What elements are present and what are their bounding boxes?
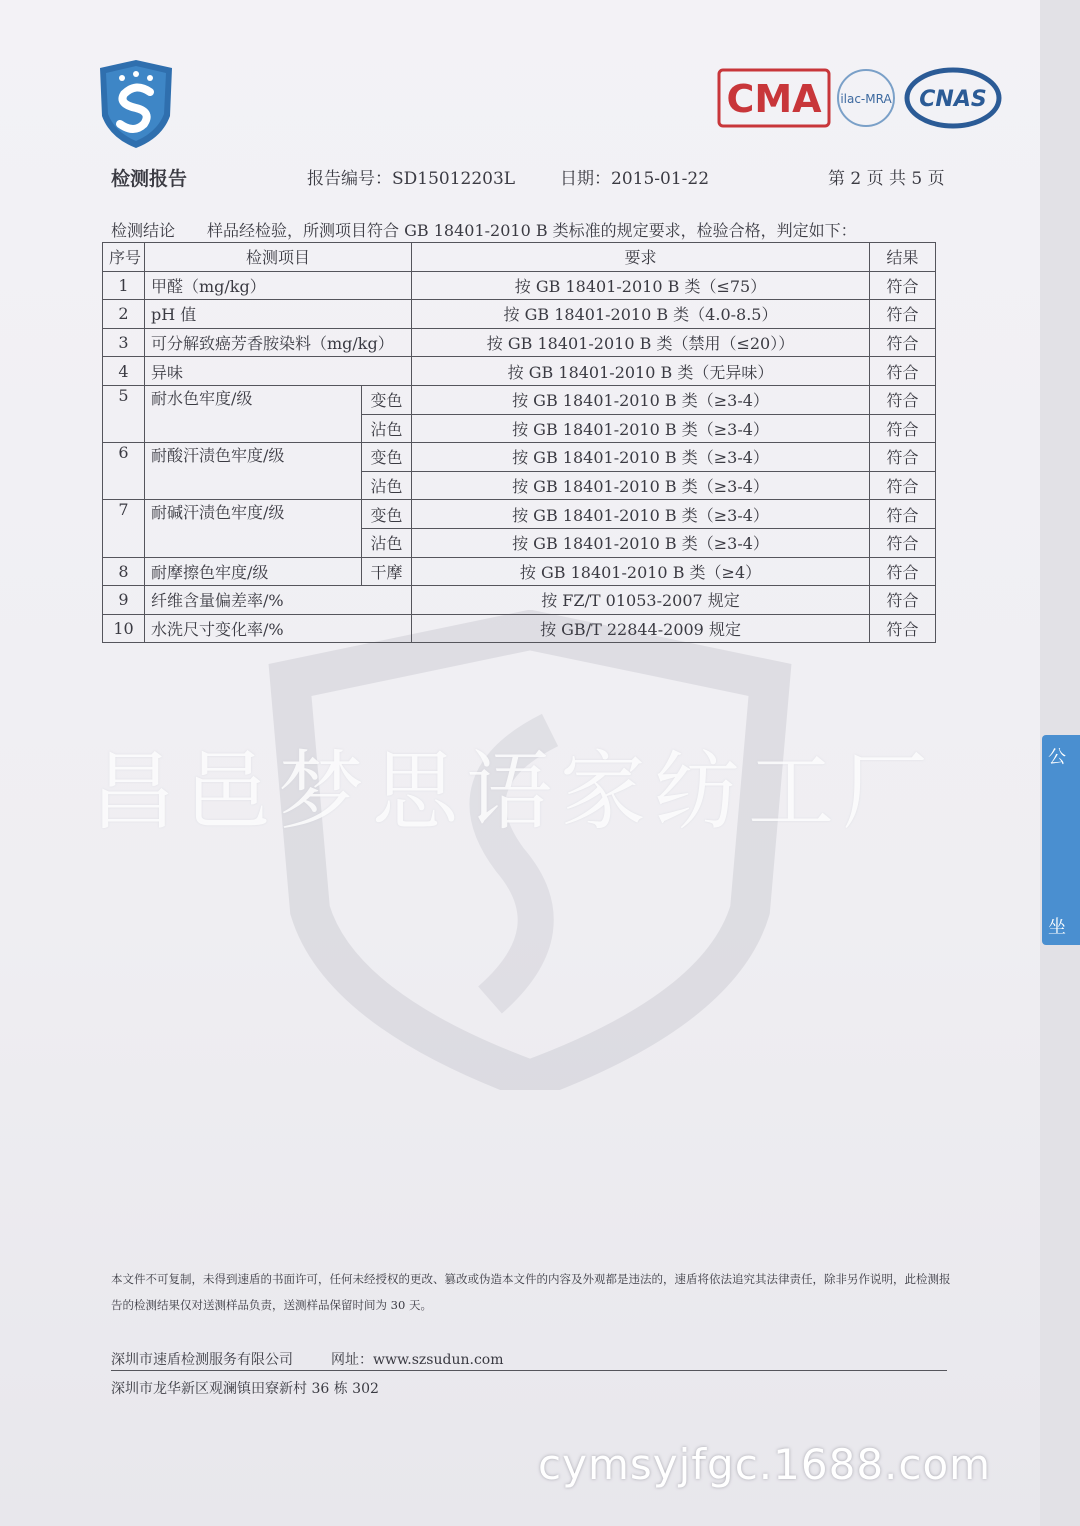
report-date: 日期：2015-01-22 — [560, 169, 710, 189]
table-row — [103, 443, 936, 472]
row-no: 9 — [103, 586, 145, 615]
adjacent-page-logo-strip — [1042, 735, 1080, 945]
cma-logo-icon — [719, 70, 829, 126]
row-requirement: 按 GB 18401-2010 B 类（禁用（≤20）） — [412, 328, 870, 357]
row-no: 5 — [103, 385, 145, 442]
shield-logo-icon — [96, 58, 176, 150]
row-no: 4 — [103, 357, 145, 386]
row-requirement: 按 GB 18401-2010 B 类（≥4） — [412, 557, 870, 586]
row-requirement: 按 GB 18401-2010 B 类（4.0-8.5） — [412, 300, 870, 329]
cma-logo-label: CMA — [726, 77, 822, 121]
row-item: 耐摩擦色牢度/级 — [145, 557, 362, 586]
report-title: 检测报告 — [111, 168, 188, 190]
company-name: 深圳市速盾检测服务有限公司 — [111, 1352, 293, 1368]
row-no: 10 — [103, 614, 145, 643]
row-result: 符合 — [870, 500, 936, 529]
row-result: 符合 — [870, 271, 936, 300]
row-requirement: 按 FZ/T 01053-2007 规定 — [412, 586, 870, 615]
row-result: 符合 — [870, 300, 936, 329]
row-item: 异味 — [145, 357, 412, 386]
cnas-logo-label: CNAS — [919, 87, 987, 112]
row-subitem: 变色 — [362, 500, 412, 529]
table-header-row — [103, 243, 936, 272]
table-row — [103, 271, 936, 300]
table-row — [103, 557, 936, 586]
row-item: 甲醛（mg/kg） — [145, 271, 412, 300]
table-row — [103, 357, 936, 386]
row-subitem: 沾色 — [362, 471, 412, 500]
company-website: 网址：www.szsudun.com — [331, 1352, 504, 1368]
table-row — [103, 614, 936, 643]
row-no: 1 — [103, 271, 145, 300]
table-row — [103, 385, 936, 414]
row-subitem: 沾色 — [362, 414, 412, 443]
row-result: 符合 — [870, 385, 936, 414]
conclusion-text: 样品经检验，所测项目符合 GB 18401-2010 B 类标准的规定要求，检验合格，判定如下： — [207, 221, 857, 240]
row-result: 符合 — [870, 443, 936, 472]
row-item: pH 值 — [145, 300, 412, 329]
table-row — [103, 328, 936, 357]
test-conclusion — [111, 218, 857, 241]
results-table — [102, 242, 936, 643]
row-item: 可分解致癌芳香胺染料（mg/kg） — [145, 328, 412, 357]
table-row — [103, 586, 936, 615]
row-no: 3 — [103, 328, 145, 357]
row-requirement: 按 GB 18401-2010 B 类（≥3-4） — [412, 385, 870, 414]
row-no: 2 — [103, 300, 145, 329]
row-no: 8 — [103, 557, 145, 586]
edge-tab-top-label: 公 — [1048, 747, 1066, 768]
row-result: 符合 — [870, 557, 936, 586]
row-requirement: 按 GB 18401-2010 B 类（无异味） — [412, 357, 870, 386]
row-requirement: 按 GB 18401-2010 B 类（≥3-4） — [412, 471, 870, 500]
factory-watermark: 昌邑梦思语家纺工厂 — [90, 742, 936, 842]
row-item: 水洗尺寸变化率/% — [145, 614, 412, 643]
row-subitem: 干摩 — [362, 557, 412, 586]
row-requirement: 按 GB 18401-2010 B 类（≤75） — [412, 271, 870, 300]
ilac-mra-logo-icon — [838, 70, 894, 126]
edge-tab-bottom-label: 坐 — [1048, 917, 1066, 938]
header-requirement: 要求 — [412, 243, 870, 272]
header-item: 检测项目 — [145, 243, 412, 272]
row-item: 纤维含量偏差率/% — [145, 586, 412, 615]
row-result: 符合 — [870, 586, 936, 615]
row-no: 6 — [103, 443, 145, 500]
row-item: 耐酸汗渍色牢度/级 — [145, 443, 362, 500]
row-requirement: 按 GB 18401-2010 B 类（≥3-4） — [412, 500, 870, 529]
background-shield-watermark — [250, 610, 810, 1090]
row-requirement: 按 GB 18401-2010 B 类（≥3-4） — [412, 414, 870, 443]
row-item: 耐碱汗渍色牢度/级 — [145, 500, 362, 557]
row-requirement: 按 GB 18401-2010 B 类（≥3-4） — [412, 528, 870, 557]
row-result: 符合 — [870, 357, 936, 386]
row-subitem: 变色 — [362, 443, 412, 472]
row-subitem: 变色 — [362, 385, 412, 414]
row-result: 符合 — [870, 471, 936, 500]
row-item: 耐水色牢度/级 — [145, 385, 362, 442]
legal-notice: 本文件不可复制，未得到速盾的书面许可，任何未经授权的更改、篡改或伪造本文件的内容及外观都是违法的，速盾将依法追究其法律责任，除非另作说明，此检测报告的检测结果仅对送测样品负责，送测样品保留时间为 30 天。 — [111, 1272, 951, 1312]
accreditation-logos — [715, 62, 1005, 132]
table-row — [103, 500, 936, 529]
row-subitem: 沾色 — [362, 528, 412, 557]
company-address: 深圳市龙华新区观澜镇田寮新村 36 栋 302 — [111, 1381, 379, 1397]
cnas-logo-icon — [907, 70, 999, 126]
page-indicator: 第 2 页 共 5 页 — [828, 169, 945, 189]
site-watermark: cymsyjfgc.1688.com — [538, 1440, 992, 1489]
header-result: 结果 — [870, 243, 936, 272]
row-result: 符合 — [870, 528, 936, 557]
row-requirement: 按 GB 18401-2010 B 类（≥3-4） — [412, 443, 870, 472]
ilac-logo-label: ilac-MRA — [840, 92, 892, 106]
row-no: 7 — [103, 500, 145, 557]
row-result: 符合 — [870, 614, 936, 643]
footer-company-line — [111, 1349, 504, 1369]
row-result: 符合 — [870, 414, 936, 443]
row-result: 符合 — [870, 328, 936, 357]
table-row — [103, 300, 936, 329]
report-number: 报告编号：SD15012203L — [307, 169, 516, 189]
conclusion-label: 检测结论 — [111, 221, 176, 240]
footer-divider — [111, 1370, 947, 1371]
row-requirement: 按 GB/T 22844-2009 规定 — [412, 614, 870, 643]
header-no: 序号 — [103, 243, 145, 272]
